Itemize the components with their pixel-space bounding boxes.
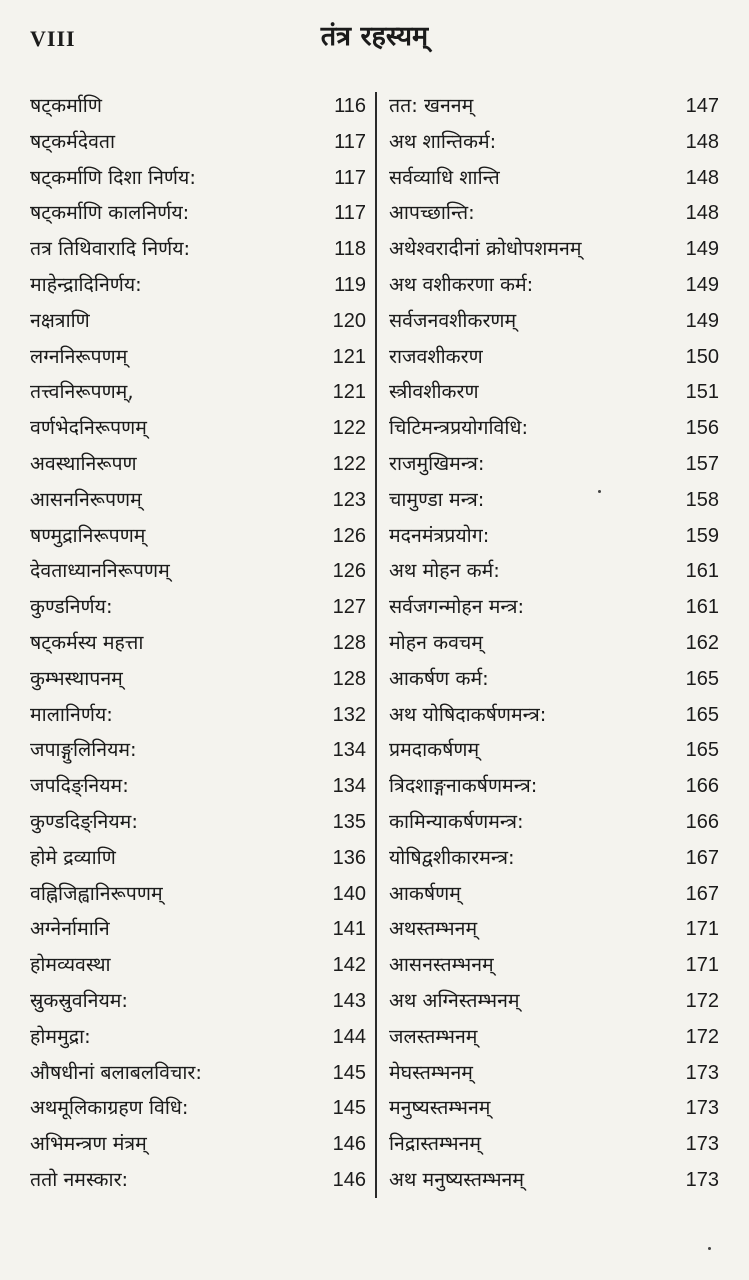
toc-entry-page: 157 [685,452,719,475]
toc-entry-page: 173 [685,1133,719,1156]
toc-entry-page: 173 [685,1168,719,1191]
toc-entry [389,840,719,876]
toc-entry-title: अथ मोहन कर्म: [389,559,500,583]
toc-entry-page: 148 [685,130,719,153]
toc-entry-page: 128 [332,631,366,654]
toc-entry [389,804,719,840]
toc-entry-title: ततो नमस्कार: [30,1167,129,1191]
toc-entry [30,267,366,303]
toc-entry-title: मेघस्तम्भनम् [389,1060,473,1084]
toc-entry-title: सर्वजगन्मोहन मन्त्र: [389,595,525,619]
toc-entry-page: 149 [685,238,719,261]
toc-entry-page: 146 [332,1133,366,1156]
toc-entry-page: 136 [332,846,366,869]
toc-entry-title: षट्कर्माणि दिशा निर्णय: [30,165,196,189]
toc-entry-page: 144 [332,1025,366,1048]
toc-entry [30,1055,366,1091]
toc-entry-title: होमव्यवस्था [30,953,111,977]
toc-entry [389,876,719,912]
toc-entry [30,339,366,375]
toc-entry [30,88,366,124]
toc-entry-title: अथ शान्तिकर्म: [389,129,497,153]
speck [598,490,601,493]
toc-entry [389,697,719,733]
toc-entry-title: षट्कर्मदेवता [30,129,116,153]
toc-entry-title: मदनमंत्रप्रयोग: [389,523,490,547]
toc-entry-page: 134 [332,739,366,762]
toc-entry-title: अग्नेर्नामानि [30,917,110,941]
toc-entry-page: 119 [334,273,366,296]
toc-column-left [30,88,366,1198]
toc-entry [30,410,366,446]
toc-entry-title: अभिमन्त्रण मंत्रम् [30,1132,147,1156]
toc-entry [389,1090,719,1126]
toc-entry [30,1126,366,1162]
toc-entry-title: षट्कर्माणि [30,94,102,117]
toc-entry-title: प्रमदाकर्षणम् [389,738,480,762]
toc-entry-title: नक्षत्राणि [30,308,90,332]
toc-entry-page: 145 [332,1061,366,1084]
toc-entry-title: मोहन कवचम् [389,630,483,654]
toc-entry-page: 148 [685,166,719,189]
toc-entry [30,911,366,947]
toc-entry-title: षट्कर्माणि कालनिर्णय: [30,201,190,225]
toc-entry-page: 172 [685,1025,719,1048]
toc-entry-page: 165 [685,703,719,726]
toc-entry-title: षण्मुद्रानिरूपणम् [30,523,146,547]
toc-entry-title: षट्कर्मस्य महत्ता [30,630,144,654]
toc-entry [30,732,366,768]
toc-entry-page: 147 [685,95,719,117]
toc-entry-page: 126 [332,560,366,583]
toc-entry-page: 171 [685,954,719,977]
toc-entry-page: 161 [685,596,719,619]
toc-entry-title: तत: खननम् [389,94,474,117]
toc-entry [389,589,719,625]
toc-entry [30,625,366,661]
toc-entry-page: 161 [685,560,719,583]
toc-entry [389,768,719,804]
toc-entry-title: योषिद्वशीकारमन्त्र: [389,845,515,869]
toc-entry [30,840,366,876]
toc-entry-title: सर्वव्याधि शान्ति [389,165,500,189]
toc-entry [389,88,719,124]
toc-entry-page: 135 [332,810,366,833]
toc-entry [389,553,719,589]
toc-entry [389,267,719,303]
toc-entry-title: अथस्तम्भनम् [389,917,478,941]
toc-entry-page: 173 [685,1097,719,1120]
toc-entry-title: जपदिङ्नियम: [30,774,129,798]
toc-column-right [389,88,719,1198]
page-title: तंत्र रहस्यम् [320,21,429,52]
toc-entry-title: आसनस्तम्भनम् [389,953,494,977]
toc-entry-page: 150 [685,345,719,368]
toc-entry-title: चामुण्डा मन्त्र: [389,487,485,511]
toc-entry-title: मालानिर्णय: [30,702,113,726]
toc-entry-title: कुण्डदिङ्नियम: [30,809,138,833]
toc-entry-title: आसननिरूपणम् [30,487,142,511]
toc-entry-page: 117 [334,202,366,225]
toc-entry-title: अथेश्वरादीनां क्रोधोपशमनम् [389,237,582,261]
toc-entry [389,410,719,446]
toc-entry-page: 117 [334,130,366,153]
toc-entry [30,160,366,196]
toc-entry [30,446,366,482]
toc-entry [389,911,719,947]
toc-entry-page: 162 [685,631,719,654]
toc-entry-title: औषधीनां बलाबलविचार: [30,1060,202,1084]
toc-entry-page: 126 [332,524,366,547]
toc-entry-page: 121 [332,345,366,368]
toc-entry-title: माहेन्द्रादिनिर्णय: [30,272,142,296]
speck [708,1247,711,1250]
toc-entry [30,697,366,733]
toc-entry [30,1162,366,1198]
toc-entry-title: आकर्षण कर्म: [389,666,489,690]
toc-entry-title: होममुद्रा: [30,1024,91,1048]
toc-entry-page: 116 [334,95,366,117]
toc-entry [30,303,366,339]
toc-entry-page: 141 [332,918,366,941]
toc-entry [30,231,366,267]
toc-entry [389,983,719,1019]
toc-entry [30,804,366,840]
toc-entry [389,518,719,554]
toc-entry-title: कुम्भस्थापनम् [30,666,123,690]
toc-entry-page: 121 [332,381,366,404]
toc-entry-title: कुण्डनिर्णय: [30,595,113,619]
toc-entry-page: 132 [332,703,366,726]
toc-entry [389,374,719,410]
toc-entry-page: 146 [332,1168,366,1191]
toc-entry-page: 172 [685,989,719,1012]
toc-entry-title: अथ योषिदाकर्षणमन्त्र: [389,702,547,726]
toc-entry [389,947,719,983]
toc-entry-page: 151 [685,381,719,404]
toc-entry [389,446,719,482]
toc-entry-title: आपच्छान्ति: [389,201,475,225]
toc-entry [30,983,366,1019]
toc-entry-page: 158 [685,488,719,511]
toc-entry [389,160,719,196]
toc-entry-title: सर्वजनवशीकरणम् [389,308,517,332]
toc-entry-page: 159 [685,524,719,547]
toc-entry-page: 140 [332,882,366,905]
toc-entry-page: 120 [332,309,366,332]
toc-entry-title: तत्र तिथिवारादि निर्णय: [30,237,191,261]
toc-entry-page: 143 [332,989,366,1012]
toc-entry-page: 165 [685,739,719,762]
toc-entry-title: अथ अग्निस्तम्भनम् [389,988,520,1012]
toc-entry-page: 122 [332,417,366,440]
toc-entry-title: चिटिमन्त्रप्रयोगविधि: [389,416,529,440]
toc-entry-page: 149 [685,273,719,296]
toc-entry [389,195,719,231]
toc-entry [389,231,719,267]
toc-entry-title: वर्णभेदनिरूपणम् [30,416,147,440]
toc-entry [389,1055,719,1091]
toc-entry-title: आकर्षणम् [389,881,461,905]
toc-entry [30,1019,366,1055]
toc-entry [389,625,719,661]
toc-entry-page: 167 [685,846,719,869]
toc-entry-title: मनुष्यस्तम्भनम् [389,1096,491,1120]
toc-entry-title: देवताध्याननिरूपणम् [30,559,170,583]
toc-entry-title: राजमुखिमन्त्र: [389,451,485,475]
toc-entry-page: 122 [332,452,366,475]
toc-entry-title: राजवशीकरण [389,344,483,368]
toc-entry-page: 123 [332,488,366,511]
toc-entry-page: 142 [332,954,366,977]
toc-entry [389,1126,719,1162]
toc-entry-title: जपाङ्गुलिनियम: [30,738,137,762]
toc-entry-title: त्रिदशाङ्गनाकर्षणमन्त्र: [389,774,538,798]
page-number: VIII [30,26,76,51]
toc-entry [30,518,366,554]
toc-entry [389,732,719,768]
toc-entry-title: अथ वशीकरणा कर्म: [389,272,534,296]
toc-entry-title: वह्निजिह्वानिरूपणम् [30,881,163,905]
toc-entry [30,947,366,983]
toc-entry-title: अथमूलिकाग्रहण विधि: [30,1096,189,1120]
toc-entry-title: स्रुकस्रुवनियम: [30,988,128,1012]
toc-entry-title: होमे द्रव्याणि [30,845,116,869]
toc-entry-page: 171 [685,918,719,941]
toc-entry-page: 165 [685,667,719,690]
toc-entry-page: 167 [685,882,719,905]
toc-entry-title: स्त्रीवशीकरण [389,380,479,404]
toc-entry [30,1090,366,1126]
toc-entry [389,124,719,160]
toc-entry-page: 149 [685,309,719,332]
toc-entry-page: 118 [334,238,366,261]
toc-entry-page: 173 [685,1061,719,1084]
toc-entry-page: 127 [332,596,366,619]
toc-entry [389,339,719,375]
toc-entry [389,482,719,518]
toc-entry-page: 156 [685,417,719,440]
column-divider [375,92,377,1198]
toc-entry-page: 117 [334,166,366,189]
toc-entry-page: 148 [685,202,719,225]
toc-entry-page: 166 [685,810,719,833]
toc-entry [389,1019,719,1055]
toc-entry-title: अवस्थानिरूपण [30,451,137,475]
toc-entry [30,589,366,625]
toc-entry [389,661,719,697]
toc-entry-page: 145 [332,1097,366,1120]
toc-entry-page: 166 [685,775,719,798]
toc-entry [30,124,366,160]
toc-entry-page: 128 [332,667,366,690]
toc-entry [30,482,366,518]
toc-entry-title: तत्त्वनिरूपणम्, [30,380,134,404]
toc-entry [30,768,366,804]
toc-entry [30,195,366,231]
toc-entry [30,876,366,912]
toc-entry-title: जलस्तम्भनम् [389,1024,478,1048]
toc-entry [30,553,366,589]
toc-entry-title: कामिन्याकर्षणमन्त्र: [389,809,524,833]
toc-entry [389,1162,719,1198]
toc-entry [30,661,366,697]
toc-entry-title: लग्ननिरूपणम् [30,344,128,368]
toc-entry-title: अथ मनुष्यस्तम्भनम् [389,1167,525,1191]
toc-entry-title: निद्रास्तम्भनम् [389,1132,482,1156]
toc-entry [389,303,719,339]
toc-entry [30,374,366,410]
toc-entry-page: 134 [332,775,366,798]
